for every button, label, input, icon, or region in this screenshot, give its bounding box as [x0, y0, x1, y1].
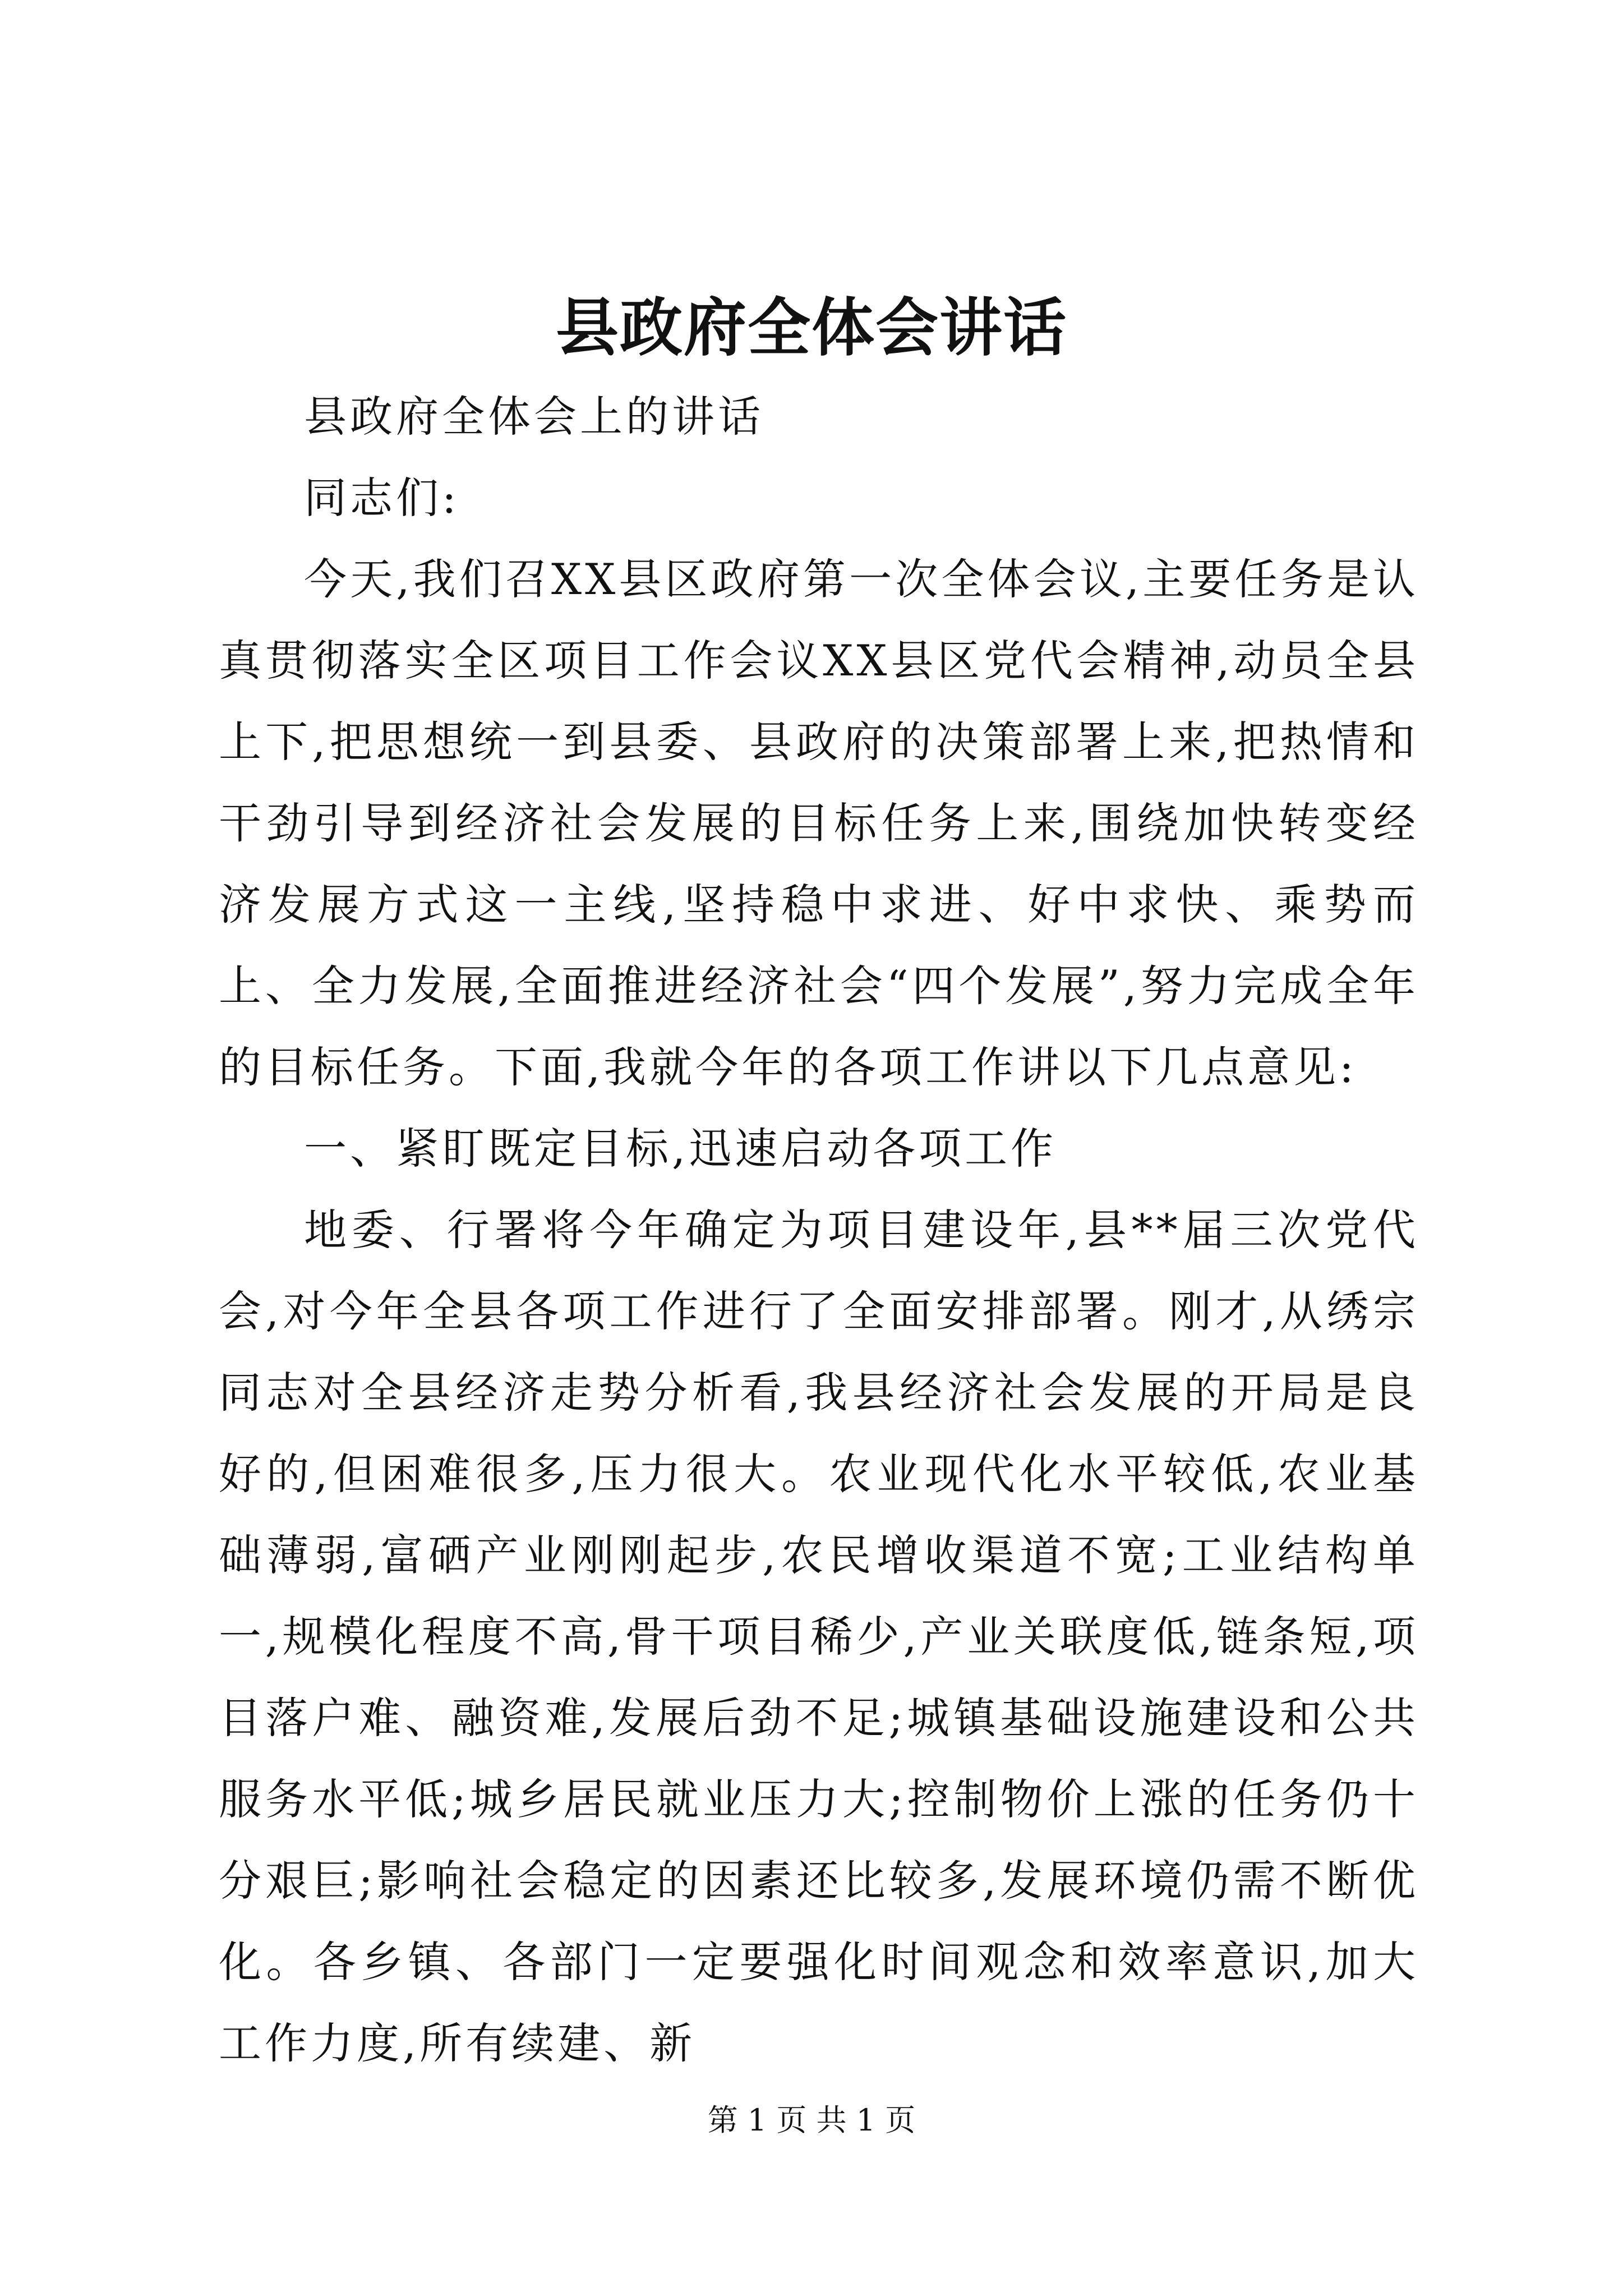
section-heading-1: 一、紧盯既定目标,迅速启动各项工作 [304, 1124, 1057, 1174]
paragraph-section-1: 地委、行署将今年确定为项目建设年,县**届三次党代会,对今年全县各项工作进行了全面安排部署。刚才,从绣宗同志对全县经济走势分析看,我县经济社会发展的开局是良好的,但困难很多,压力很大。农业现代化水平较低,农业基础薄弱,富硒产业刚刚起步,农民增收渠道不宽;工业结构单一,规模化程度不高,骨干项目稀少,产业关联度低,链条短,项目落户难、融资难,发展后劲不足;城镇基础设施建设和公共服务水平低;城乡居民就业压力大;控制物价上涨的任务仍十分艰巨;影响社会稳定的因素还比较多,发展环境仍需不断优化。各乡镇、各部门一定要强化时间观念和效率意识,加大工作力度,所有续建、新 [219, 1205, 1419, 2068]
document-body [219, 376, 1419, 2084]
paragraph-salutation: 同志们: [304, 473, 460, 523]
paragraph-subtitle: 县政府全体会上的讲话 [304, 392, 764, 441]
paragraph-intro: 今天,我们召XX县区政府第一次全体会议,主要任务是认真贯彻落实全区项目工作会议XX县区党代会精神,动员全县上下,把思想统一到县委、县政府的决策部署上来,把热情和干劲引导到经济社会发展的目标任务上来,围绕加快转变经济发展方式这一主线,坚持稳中求进、好中求快、乘势而上、全力发展,全面推进经济社会“四个发展”,努力完成全年的目标任务。下面,我就今年的各项工作讲以下几点意见: [219, 554, 1419, 1092]
document-title: 县政府全体会讲话 [556, 291, 1067, 365]
page-number-footer: 第 1 页 共 1 页 [707, 2102, 916, 2138]
